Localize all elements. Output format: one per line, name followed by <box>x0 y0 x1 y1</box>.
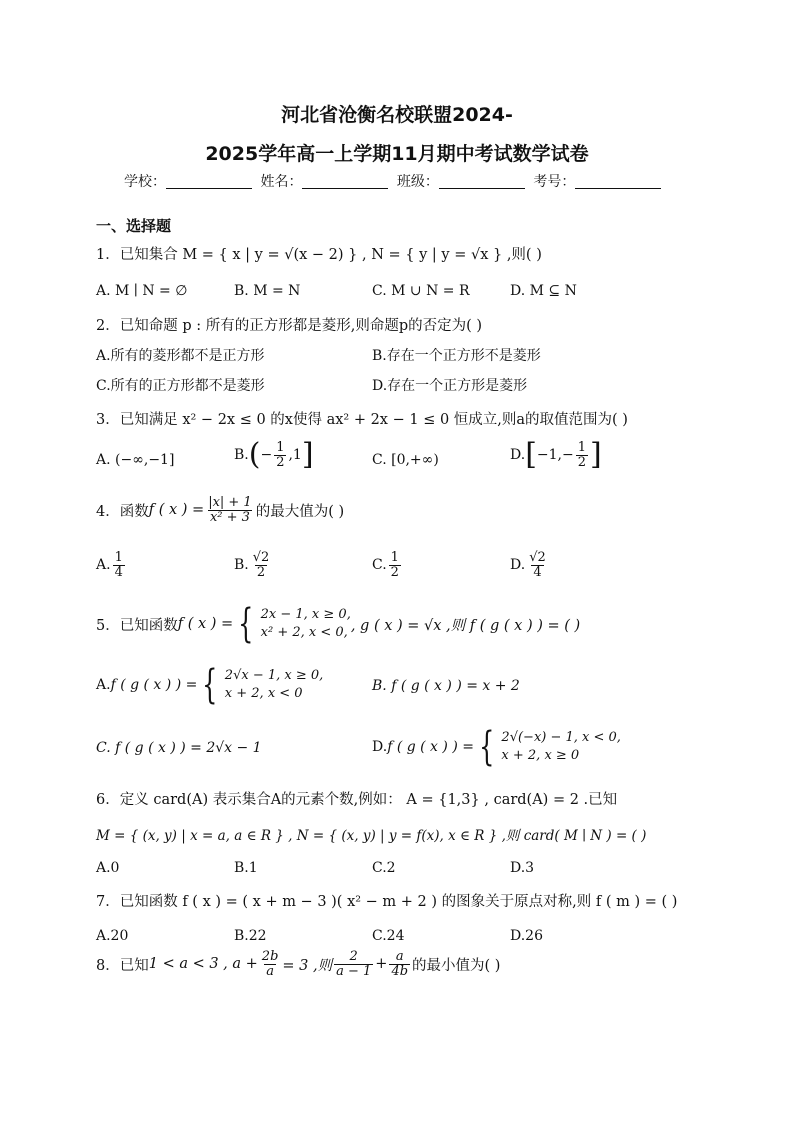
case-1: 2x − 1, x ≥ 0, <box>260 607 351 623</box>
fraction <box>527 551 548 579</box>
question-1-option-b[interactable]: B. M = N <box>234 283 301 299</box>
case-1: 2√(−x) − 1, x < 0, <box>501 730 621 746</box>
fraction-numerator: 1 <box>114 550 123 565</box>
question-7-option-b[interactable]: B.22 <box>234 928 267 944</box>
option-label: C. <box>372 557 387 574</box>
case-2: x + 2, x < 0 <box>224 686 303 701</box>
q5-function: f ( x ) = <box>177 616 234 632</box>
fraction <box>389 551 401 579</box>
right-bracket: ] <box>590 437 602 472</box>
fraction-denominator: 2 <box>256 564 266 580</box>
question-1-stem: 1．已知集合 M = { x | y = √(x − 2) } , N = { y | y = √x } ,则( ) <box>96 247 542 263</box>
fraction-denominator: 2 <box>390 564 399 580</box>
option-label: D. <box>510 557 526 574</box>
fraction <box>334 950 373 978</box>
piecewise <box>474 724 621 770</box>
fraction <box>206 496 254 524</box>
fraction <box>576 441 588 469</box>
question-4-option-a[interactable] <box>96 551 127 579</box>
option-label: A. <box>96 557 111 574</box>
fraction-numerator: 1 <box>577 439 587 455</box>
left-bracket: [ <box>525 437 537 472</box>
fraction <box>274 441 286 469</box>
question-3-stem: 3．已知满足 x² − 2x ≤ 0 的x使得 ax² + 2x − 1 ≤ 0 恒成立,则a的取值范围为( ) <box>96 412 628 428</box>
question-6-line-2: M = { (x, y) | x = a, a ∈ R } , N = { (x, y) | y = f(x), x ∈ R } ,则 card( M ∣ N ) = ( ) <box>96 828 647 844</box>
fraction-denominator: a − 1 <box>336 963 372 979</box>
q8-suffix: 的最小值为( ) <box>412 957 501 974</box>
fraction-numerator: 1 <box>276 439 285 455</box>
fraction-numerator: √2 <box>529 550 546 565</box>
fraction-denominator: 2 <box>577 454 587 470</box>
question-2-option-d[interactable]: D.存在一个正方形是菱形 <box>372 378 528 394</box>
title-line-2: 2025学年高一上学期11月期中考试数学试卷 <box>205 143 589 165</box>
case-2: x + 2, x ≥ 0 <box>501 748 580 763</box>
question-6-line-1: 6．定义 card(A) 表示集合A的元素个数,例如： A = {1,3} , card(A) = 2 .已知 <box>96 792 618 808</box>
fraction-numerator: |x| + 1 <box>208 495 252 510</box>
question-8-stem <box>96 950 500 978</box>
question-5-option-a[interactable] <box>96 662 324 708</box>
option-d-function: f ( g ( x ) ) = <box>387 739 474 755</box>
option-label: D. <box>372 739 388 755</box>
fraction-numerator: 2 <box>349 949 358 964</box>
question-1-option-d[interactable]: D. M ⊆ N <box>510 283 577 299</box>
student-info-row <box>124 171 665 191</box>
question-5-option-b[interactable]: B. f ( g ( x ) ) = x + 2 <box>372 678 520 694</box>
fraction-numerator: 2b <box>261 949 279 964</box>
question-6-option-b[interactable]: B.1 <box>234 860 258 876</box>
q5-suffix: , g ( x ) = √x ,则 f ( g ( x ) ) = ( ) <box>350 617 581 634</box>
option-b-minus: − <box>260 447 273 463</box>
q5-prefix: 5．已知函数 <box>96 617 178 634</box>
question-6-option-a[interactable]: A.0 <box>96 860 120 876</box>
piecewise <box>197 662 324 708</box>
brace-symbol: { <box>202 662 218 708</box>
question-4-option-b[interactable] <box>234 551 273 579</box>
fraction-numerator: a <box>395 949 404 964</box>
question-2-stem: 2．已知命题 p : 所有的正方形都是菱形,则命题p的否定为( ) <box>96 318 483 334</box>
piecewise <box>233 601 351 647</box>
name-label: 姓名： <box>260 174 303 190</box>
q4-prefix: 4．函数 <box>96 503 149 520</box>
q4-function: f ( x ) = <box>148 502 205 519</box>
q4-suffix: 的最大值为( ) <box>255 503 345 520</box>
case-1: 2√x − 1, x ≥ 0, <box>224 668 324 684</box>
question-7-option-a[interactable]: A.20 <box>96 928 129 944</box>
question-4-option-c[interactable] <box>372 551 403 579</box>
fraction-denominator: a <box>266 963 274 979</box>
option-b-label: B. <box>234 447 249 463</box>
question-2-option-a[interactable]: A.所有的菱形都不是正方形 <box>96 348 265 364</box>
class-label: 班级： <box>396 174 439 190</box>
fraction <box>251 551 272 579</box>
question-2-option-c[interactable]: C.所有的正方形都不是菱形 <box>96 378 265 394</box>
plus-sign: + <box>375 956 388 973</box>
question-5-stem <box>96 601 581 647</box>
fraction-numerator: √2 <box>252 550 270 565</box>
question-3-option-d[interactable] <box>510 437 602 472</box>
fraction <box>389 950 410 978</box>
right-bracket: ] <box>301 437 314 472</box>
question-3-option-b[interactable] <box>234 437 314 472</box>
number-field[interactable] <box>575 174 661 189</box>
question-4-stem <box>96 496 344 524</box>
question-2-option-b[interactable]: B.存在一个正方形不是菱形 <box>372 348 541 364</box>
question-3-option-c[interactable]: C. [0,+∞) <box>372 452 439 468</box>
question-3-option-a[interactable]: A. (−∞,−1] <box>96 452 175 468</box>
option-label: B. <box>234 557 249 574</box>
fraction-denominator: 2 <box>276 454 285 470</box>
q8-condition: 1 < a < 3 , a + <box>148 956 258 973</box>
brace-symbol: { <box>238 601 254 647</box>
question-4-option-d[interactable] <box>510 551 550 579</box>
school-field[interactable] <box>166 174 252 189</box>
question-7-option-c[interactable]: C.24 <box>372 928 405 944</box>
option-b-right: ,1 <box>288 447 302 463</box>
q8-mid: = 3 ,则 <box>282 957 333 974</box>
fraction-denominator: 4 <box>114 564 123 580</box>
fraction-denominator: x² + 3 <box>209 509 250 525</box>
option-d-left: −1,− <box>536 447 574 463</box>
question-7-stem: 7．已知函数 f ( x ) = ( x + m − 3 )( x² − m + 2 ) 的图象关于原点对称,则 f ( m ) = ( ) <box>96 894 678 910</box>
left-paren: ( <box>248 437 261 472</box>
fraction <box>260 950 281 978</box>
question-5-option-c[interactable]: C. f ( g ( x ) ) = 2√x − 1 <box>96 740 262 756</box>
class-field[interactable] <box>439 174 525 189</box>
option-a-function: f ( g ( x ) ) = <box>110 677 198 693</box>
fraction-numerator: 1 <box>390 550 399 565</box>
question-6-option-c[interactable]: C.2 <box>372 860 396 876</box>
option-d-label: D. <box>510 447 526 463</box>
q8-prefix: 8．已知 <box>96 957 149 974</box>
question-7-option-d[interactable]: D.26 <box>510 928 543 944</box>
case-2: x² + 2, x < 0, <box>260 625 348 640</box>
question-5-option-d[interactable] <box>372 724 621 770</box>
section-heading-choice: 一、选择题 <box>96 217 172 235</box>
number-label: 考号： <box>533 174 576 190</box>
question-6-option-d[interactable]: D.3 <box>510 860 535 876</box>
fraction-denominator: 4b <box>391 963 409 979</box>
school-label: 学校： <box>124 174 166 190</box>
question-1-option-c[interactable]: C. M ∪ N = R <box>372 283 470 299</box>
fraction-denominator: 4 <box>533 564 542 580</box>
option-label: A. <box>96 677 111 693</box>
brace-symbol: { <box>479 724 495 770</box>
question-1-option-a[interactable]: A. M ∣ N = ∅ <box>96 283 188 299</box>
fraction <box>113 551 125 579</box>
name-field[interactable] <box>302 174 388 189</box>
title-line-1: 河北省沧衡名校联盟2024- <box>281 104 513 126</box>
